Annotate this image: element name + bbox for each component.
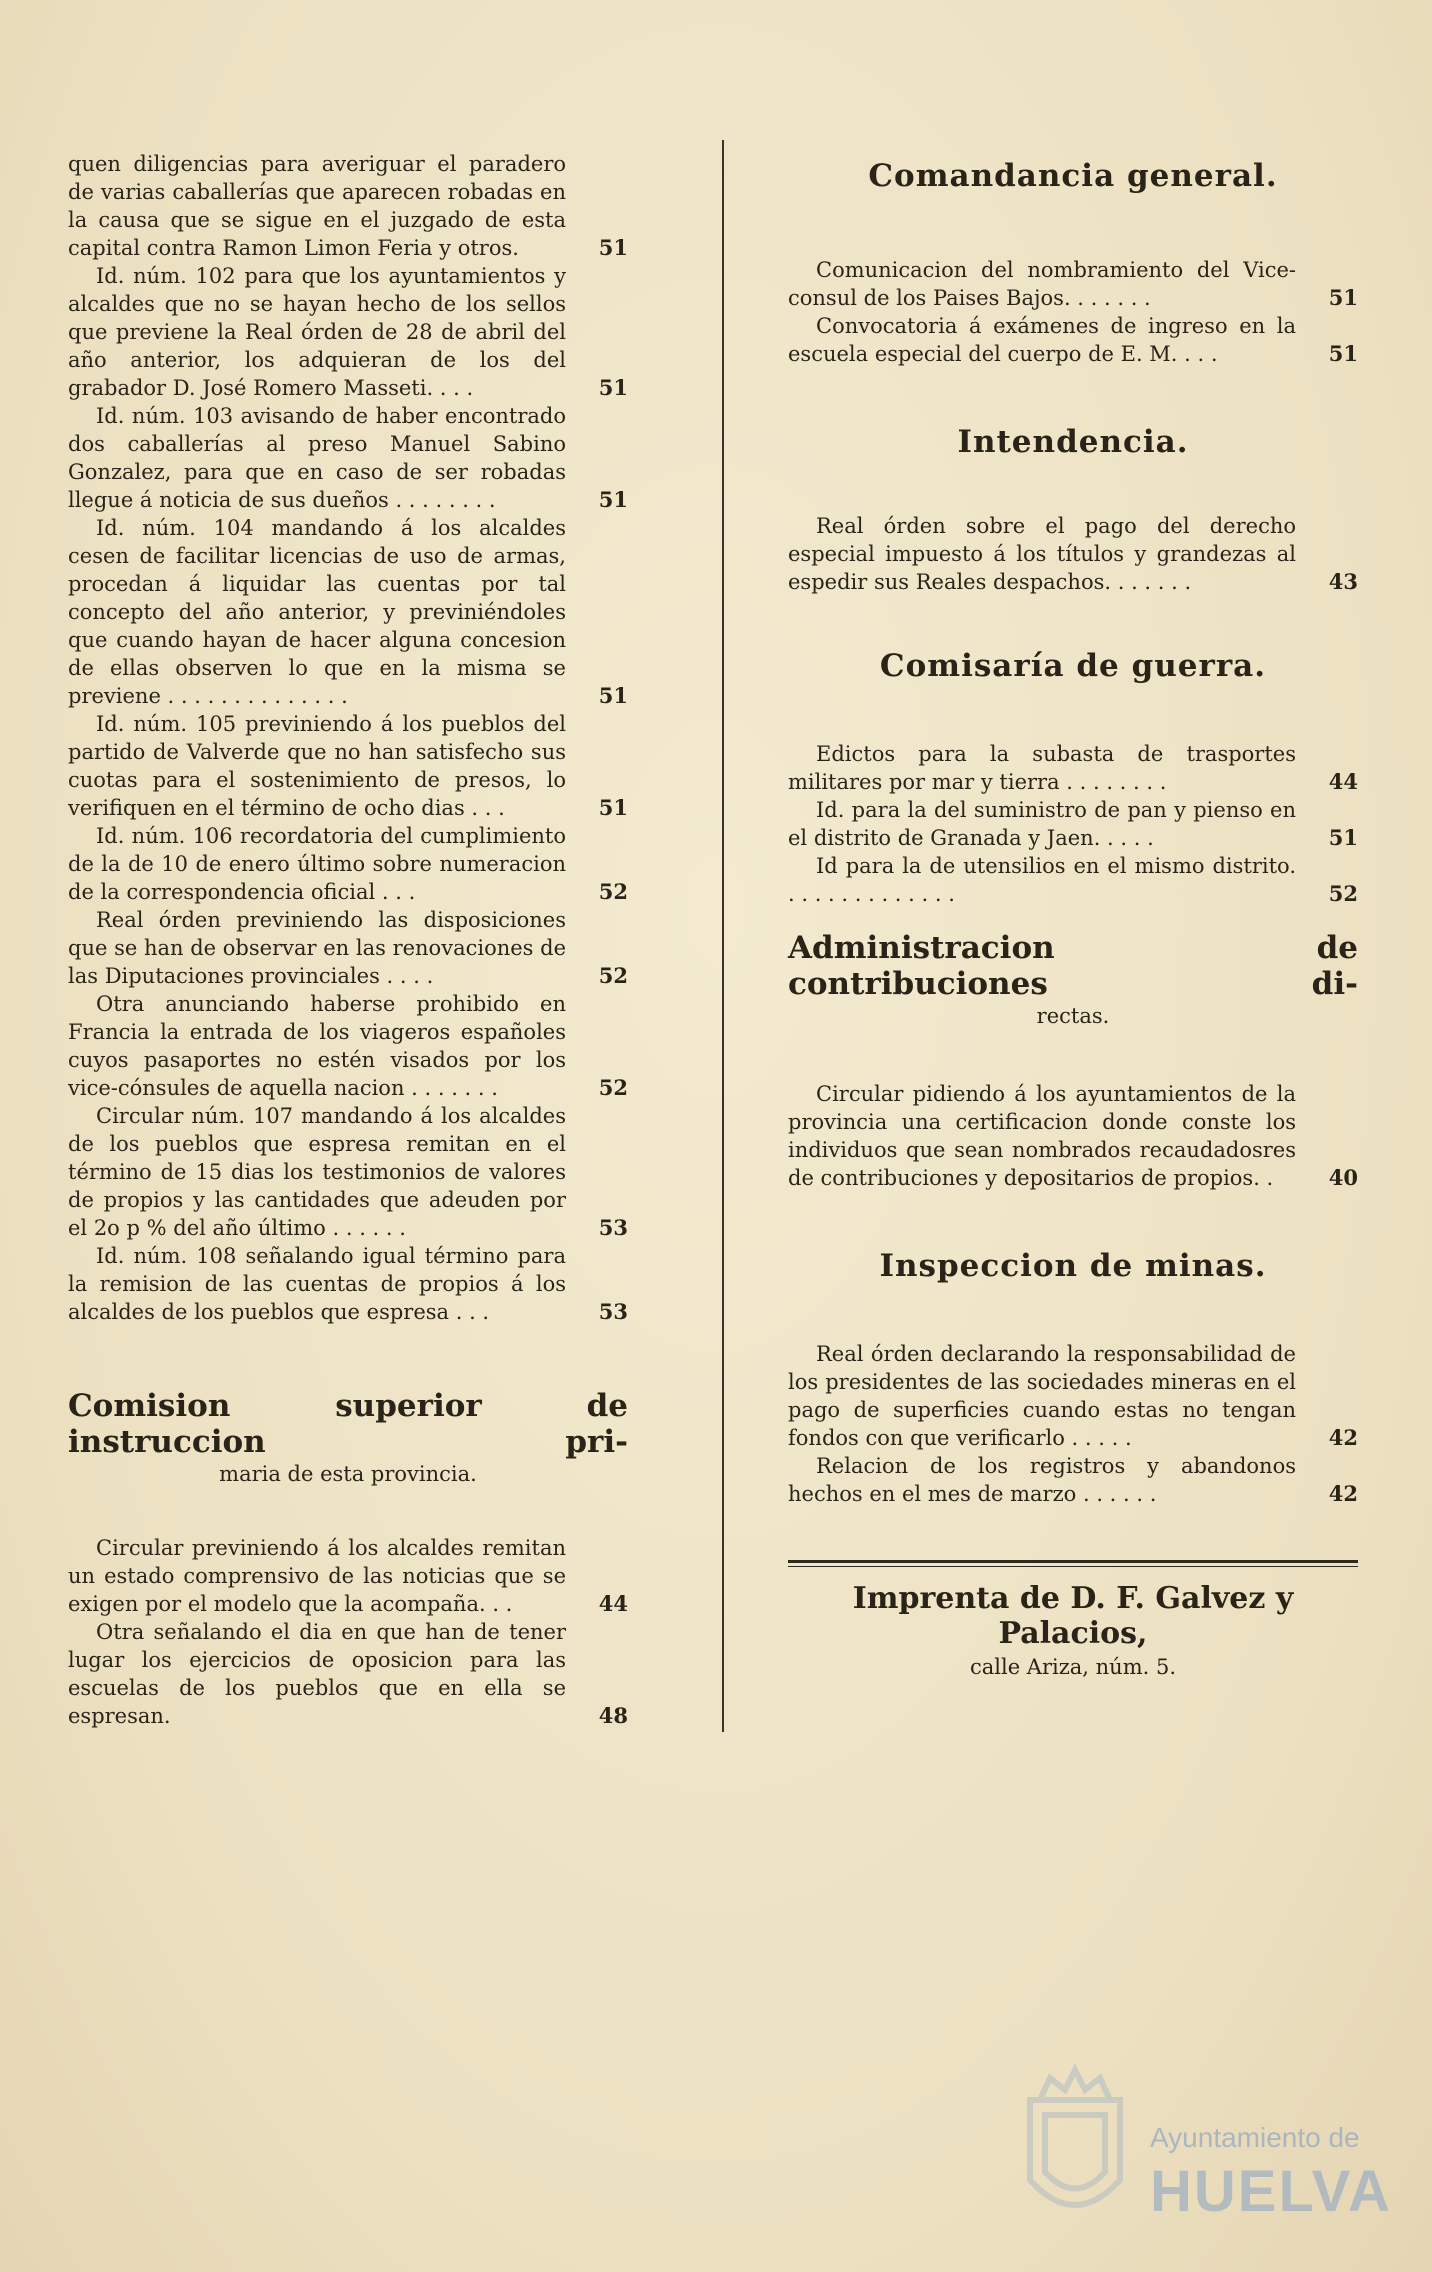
page-number: 51 xyxy=(598,795,628,820)
section-heading-minas: Inspeccion de minas. xyxy=(879,1248,1267,1284)
index-entry: Id. para la del suministro de pan y pienso en el distrito de Granada y Jaen. . . . . 51 xyxy=(788,798,1358,850)
footer-rule-thin xyxy=(788,1566,1358,1567)
page-number: 42 xyxy=(1328,1481,1358,1506)
left-items xyxy=(68,150,628,1326)
index-entry: Circular núm. 107 mandando á los alcaldes de los pueblos que espresa remitan en el término de 15 dias los testimonios de valores de propios y las cantidades que adeuden por el 2o p % del año último . . . . . . 53 xyxy=(68,1104,628,1240)
watermark-line1: Ayuntamiento de xyxy=(1150,2122,1360,2153)
index-entry: Real órden declarando la responsabilidad de los presidentes de las sociedades mineras en el pago de superficies cuando estas no tengan fondos con que verificarlo . . . . . 42 xyxy=(788,1342,1358,1450)
index-entry: Id para la de utensilios en el mismo distrito. . . . . . . . . . . . . . 52 xyxy=(788,854,1358,906)
section-heading-comandancia: Comandancia general. xyxy=(868,158,1278,194)
index-entry: Real órden sobre el pago del derecho especial impuesto á los títulos y grandezas al espedir sus Reales despachos. . . . . . . 43 xyxy=(788,514,1358,594)
footer-rule xyxy=(788,1560,1358,1563)
index-entry: Id. núm. 105 previniendo á los pueblos del partido de Valverde que no han satisfecho sus cuotas para el sostenimiento de presos, lo verifiquen en el término de ocho dias . . . 51 xyxy=(68,712,628,820)
index-entry: Real órden previniendo las disposiciones que se han de observar en las renovaciones de las Diputaciones provinciales . . . . 52 xyxy=(68,908,628,988)
section-items xyxy=(788,1340,1358,1508)
page-number: 48 xyxy=(598,1703,628,1728)
index-entry: Circular pidiendo á los ayuntamientos de la provincia una certificacion donde conste los individuos que sean nombrados recaudadosres de contribuciones y depositarios de propios. . 40 xyxy=(788,1082,1358,1190)
page-number: 52 xyxy=(1328,881,1358,906)
page-number: 51 xyxy=(598,487,628,512)
section-items xyxy=(788,1080,1358,1192)
page-number: 53 xyxy=(598,1215,628,1240)
index-entry: Otra anunciando haberse prohibido en Francia la entrada de los viageros españoles cuyos pasaportes no estén visados por los vice-cónsules de aquella nacion . . . . . . . 52 xyxy=(68,992,628,1100)
index-entry: Comunicacion del nombramiento del Vice-consul de los Paises Bajos. . . . . . . 51 xyxy=(788,258,1358,310)
section-heading-administracion: Administracion de contribuciones di- xyxy=(788,930,1358,1002)
page-number: 44 xyxy=(1328,769,1358,794)
section-items xyxy=(788,740,1358,908)
page-number: 51 xyxy=(1328,825,1358,850)
column-divider xyxy=(722,140,724,1732)
left-column xyxy=(68,150,628,1730)
imprint-address: calle Ariza, núm. 5. xyxy=(969,1655,1177,1679)
page-number: 44 xyxy=(598,1591,628,1616)
index-entry: Id. núm. 106 recordatoria del cumplimiento de la de 10 de enero último sobre numeracion de la correspondencia oficial . . . 52 xyxy=(68,824,628,904)
page-number: 53 xyxy=(598,1299,628,1324)
section-heading-intendencia: Intendencia. xyxy=(957,424,1189,460)
right-column xyxy=(788,158,1358,1679)
section-items xyxy=(788,256,1358,368)
page-number: 52 xyxy=(598,963,628,988)
page-number: 51 xyxy=(598,683,628,708)
index-entry: Id. núm. 102 para que los ayuntamientos y alcaldes que no se hayan hecho de los sellos que previene la Real órden de 28 de abril del año anterior, los adquieran de los del grabador D. José Romero Masseti. . . . 51 xyxy=(68,264,628,400)
index-entry: Convocatoria á exámenes de ingreso en la escuela especial del cuerpo de E. M. . . . 51 xyxy=(788,314,1358,366)
page-number: 42 xyxy=(1328,1425,1358,1450)
index-entry: Otra señalando el dia en que han de tener lugar los ejercicios de oposicion para las escuelas de los pueblos que en ella se espresan. 48 xyxy=(68,1620,628,1728)
page-number: 51 xyxy=(598,235,628,260)
page-number: 52 xyxy=(598,879,628,904)
page-number: 43 xyxy=(1328,569,1358,594)
section-heading-comisaria: Comisaría de guerra. xyxy=(879,648,1267,684)
index-entry: Id. núm. 104 mandando á los alcaldes cesen de facilitar licencias de uso de armas, procedan á liquidar las cuentas por tal concepto del año anterior, y previniéndoles que cuando hayan de hacer alguna concesion de ellas observen lo que en la misma se previene . . . . . . . . . . . . . . 51 xyxy=(68,516,628,708)
section-heading: Comision superior de instruccion pri- xyxy=(68,1388,628,1460)
index-entry: Circular previniendo á los alcaldes remitan un estado comprensivo de las noticias que se exigen por el modelo que la acompaña. . . 44 xyxy=(68,1536,628,1616)
page-number: 52 xyxy=(598,1075,628,1100)
section-subheading: maria de esta provincia. xyxy=(219,1462,477,1486)
section-items xyxy=(68,1534,628,1730)
section-items xyxy=(788,512,1358,596)
imprint-line: Imprenta de D. F. Galvez y Palacios, xyxy=(852,1581,1294,1651)
index-entry: Relacion de los registros y abandonos hechos en el mes de marzo . . . . . . 42 xyxy=(788,1454,1358,1506)
page-number: 40 xyxy=(1328,1165,1358,1190)
index-entry: Edictos para la subasta de trasportes militares por mar y tierra . . . . . . . . 44 xyxy=(788,742,1358,794)
section-subheading: rectas. xyxy=(1036,1004,1110,1028)
page-number: 51 xyxy=(1328,285,1358,310)
index-entry: Id. núm. 108 señalando igual término para la remision de las cuentas de propios á los alcaldes de los pueblos que espresa . . . 53 xyxy=(68,1244,628,1324)
page-number: 51 xyxy=(1328,341,1358,366)
index-entry: Id. núm. 103 avisando de haber encontrado dos caballerías al preso Manuel Sabino Gonzalez, para que en caso de ser robadas llegue á noticia de sus dueños . . . . . . . . 51 xyxy=(68,404,628,512)
watermark-line2: HUELVA xyxy=(1150,2159,1392,2224)
page-number: 51 xyxy=(598,375,628,400)
index-entry: quen diligencias para averiguar el paradero de varias caballerías que aparecen robadas en la causa que se sigue en el juzgado de esta capital contra Ramon Limon Feria y otros. 51 xyxy=(68,152,628,260)
